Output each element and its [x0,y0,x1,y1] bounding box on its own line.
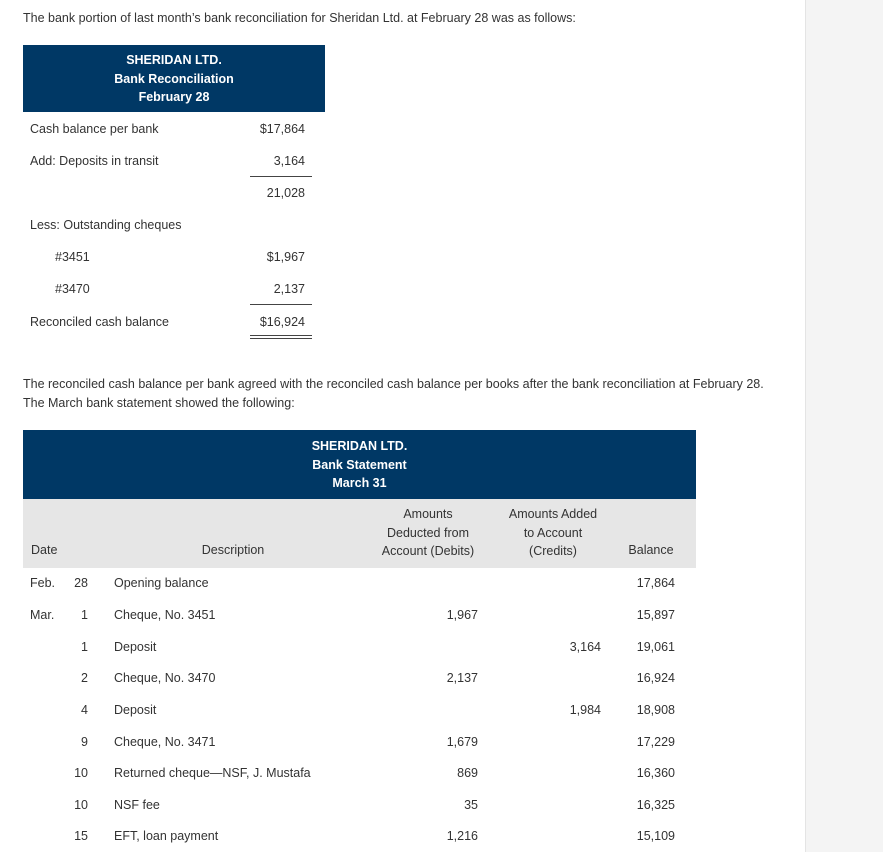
row-day: 28 [74,576,88,590]
row-month: Feb. [30,576,56,590]
middle-text-line1: The reconciled cash balance per bank agreed with the reconciled cash balance per books after the bank reconciliation at February 28. [23,377,764,391]
row-balance: 16,924 [636,671,675,685]
col-credits-line2: to Account [523,525,583,540]
row-balance: 17,229 [636,735,675,749]
row-credit: 1,984 [569,703,601,717]
col-balance: Balance [628,543,674,557]
statement-company: SHERIDAN LTD. [311,439,408,453]
deposits-label: Add: Deposits in transit [30,154,159,168]
col-credits [493,505,613,561]
row-day: 9 [81,735,88,749]
row-day: 15 [74,829,88,843]
row-month: Mar. [30,608,55,622]
reconciled-amount: $16,924 [259,315,305,329]
reconciliation-company: SHERIDAN LTD. [126,53,222,67]
row-credit: 3,164 [569,640,601,654]
statement-title: Bank Statement [312,457,407,472]
double-rule-bottom [250,338,312,339]
row-description: Deposit [114,703,157,717]
row-description: Deposit [114,640,157,654]
row-balance: 16,360 [636,766,675,780]
cash-per-bank-amount: $17,864 [259,122,305,136]
row-description: Returned cheque—NSF, J. Mustafa [114,766,311,780]
double-rule-top [250,335,312,336]
col-debits-line3: Account (Debits) [381,544,475,558]
row-day: 10 [74,766,88,780]
row-description: Opening balance [114,576,209,590]
col-credits-line3: (Credits) [529,544,577,558]
row-day: 1 [81,608,88,622]
outstanding-label: Less: Outstanding cheques [30,218,182,232]
cheques-rule [250,304,312,305]
col-credits-line1: Amounts Added [508,507,598,521]
row-debit: 1,679 [446,735,478,749]
cheque-3470-label: #3470 [55,282,90,296]
reconciled-label: Reconciled cash balance [30,315,169,329]
col-debits [368,505,488,561]
col-debits-line1: Amounts [403,507,453,521]
row-debit: 2,137 [446,671,478,685]
row-balance: 18,908 [636,703,675,717]
reconciliation-date: February 28 [138,90,210,104]
statement-column-header [23,499,696,568]
deposits-amount: 3,164 [273,154,305,168]
reconciliation-title: Bank Reconciliation [114,71,234,86]
row-description: Cheque, No. 3470 [114,671,216,685]
row-day: 1 [81,640,88,654]
row-balance: 15,897 [636,608,675,622]
row-debit: 1,216 [446,829,478,843]
row-balance: 17,864 [636,576,675,590]
middle-text-line2: The March bank statement showed the following: [23,396,295,410]
row-day: 10 [74,798,88,812]
row-day: 2 [81,671,88,685]
statement-header [23,430,696,499]
row-debit: 35 [464,798,478,812]
row-balance: 16,325 [636,798,675,812]
cash-per-bank-label: Cash balance per bank [30,122,159,136]
intro-text: The bank portion of last month’s bank reconciliation for Sheridan Ltd. at February 28 was as follows: [23,11,576,25]
row-description: Cheque, No. 3451 [114,608,216,622]
row-debit: 1,967 [446,608,478,622]
col-date: Date [31,543,58,557]
row-balance: 15,109 [636,829,675,843]
row-day: 4 [81,703,88,717]
col-debits-line2: Deducted from [387,525,469,540]
row-description: NSF fee [114,798,160,812]
row-debit: 869 [457,766,478,780]
cheque-3470-amount: 2,137 [273,282,305,296]
row-description: EFT, loan payment [114,829,219,843]
cheque-3451-amount: $1,967 [266,250,305,264]
subtotal-amount: 21,028 [266,186,305,200]
side-panel [806,0,883,852]
subtotal-rule [250,176,312,177]
reconciliation-header [23,45,325,112]
row-balance: 19,061 [636,640,675,654]
statement-date: March 31 [332,476,387,490]
col-description: Description [201,543,265,557]
cheque-3451-label: #3451 [55,250,90,264]
row-description: Cheque, No. 3471 [114,735,216,749]
